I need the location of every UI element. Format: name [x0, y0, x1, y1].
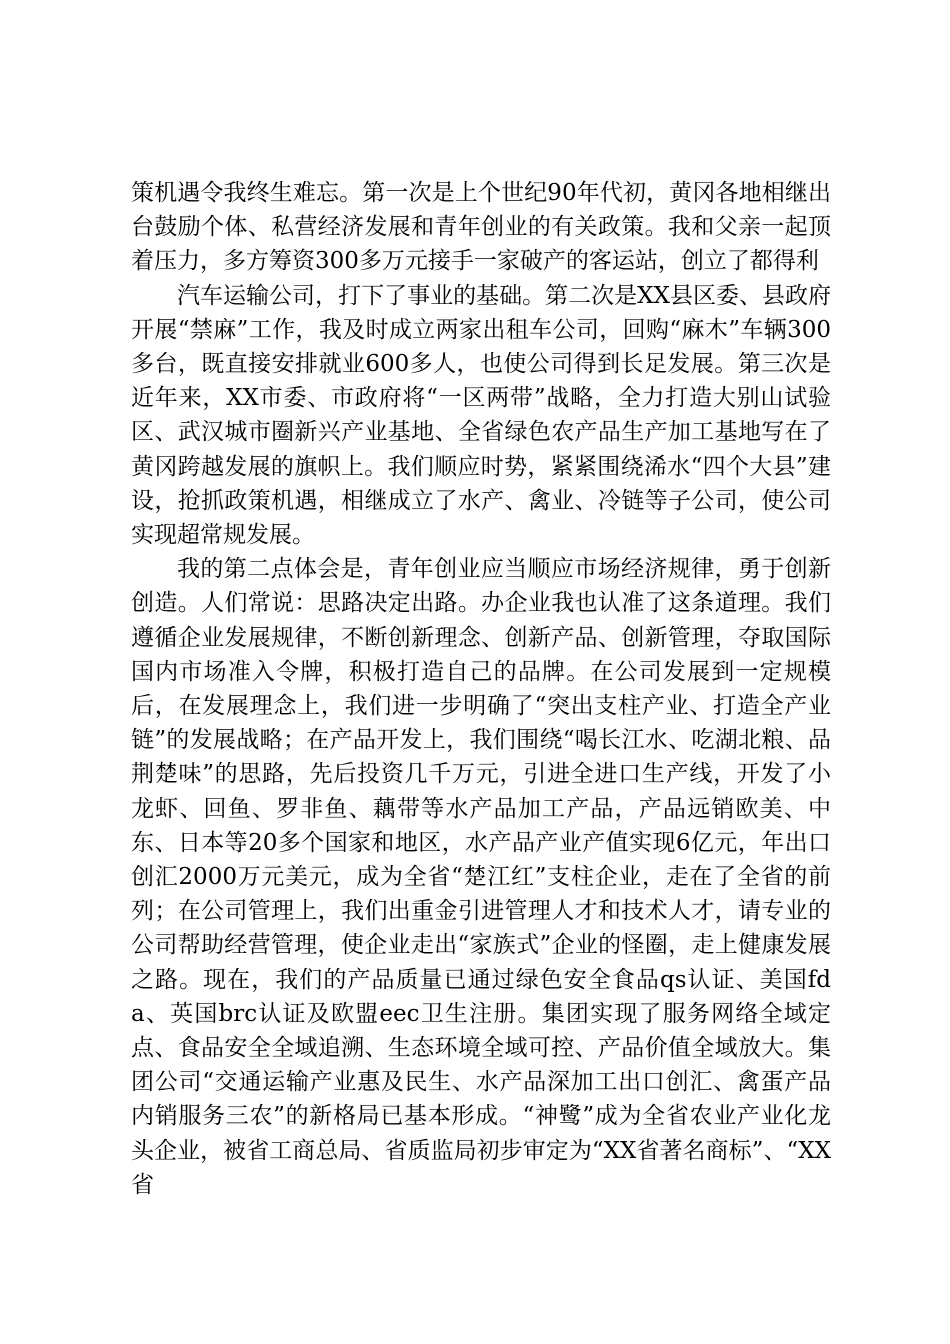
paragraph-2: 汽车运输公司，打下了事业的基础。第二次是XX县区委、县政府开展“禁麻”工作，我及时成立两家出租车公司，回购“麻木”车辆300多台，既直接安排就业600多人，也使公司得到长足发展。第三次是近年来，XX市委、市政府将“一区两带”战略，全力打造大别山试验区、武汉城市圈新兴产业基地、全省绿色农产品生产加工基地写在了黄冈跨越发展的旗帜上。我们顺应时势，紧紧围绕浠水“四个大县”建设，抢抓政策机遇，相继成立了水产、禽业、冷链等子公司，使公司实现超常规发展。 [131, 282, 831, 549]
document-body [131, 176, 831, 1202]
paragraph-3: 我的第二点体会是，青年创业应当顺应市场经济规律，勇于创新创造。人们常说：思路决定出路。办企业我也认准了这条道理。我们遵循企业发展规律，不断创新理念、创新产品、创新管理，夺取国际国内市场准入令牌，积极打造自己的品牌。在公司发展到一定规模后，在发展理念上，我们进一步明确了“突出支柱产业、打造全产业链”的发展战略；在产品开发上，我们围绕“喝长江水、吃湖北粮、品荆楚味”的思路，先后投资几千万元，引进全进口生产线，开发了小龙虾、回鱼、罗非鱼、藕带等水产品加工产品，产品远销欧美、中东、日本等20多个国家和地区，水产品产业产值实现6亿元，年出口创汇2000万元美元，成为全省“楚江红”支柱企业，走在了全省的前列；在公司管理上，我们出重金引进管理人才和技术人才，请专业的公司帮助经营管理，使企业走出“家族式”企业的怪圈，走上健康发展之路。现在，我们的产品质量已通过绿色安全食品qs认证、美国fda、英国brc认证及欧盟eec卫生注册。集团实现了服务网络全域定点、食品安全全域追溯、生态环境全域可控、产品价值全域放大。集团公司“交通运输产业惠及民生、水产品深加工出口创汇、禽蛋产品内销服务三农”的新格局已基本形成。“神鹭”成为全省农业产业化龙头企业，被省工商总局、省质监局初步审定为“XX省著名商标”、“XX省 [131, 556, 831, 1198]
paragraph-1: 策机遇令我终生难忘。第一次是上个世纪90年代初，黄冈各地相继出台鼓励个体、私营经济发展和青年创业的有关政策。我和父亲一起顶着压力，多方筹资300多万元接手一家破产的客运站，创立了都得利 [131, 180, 831, 275]
